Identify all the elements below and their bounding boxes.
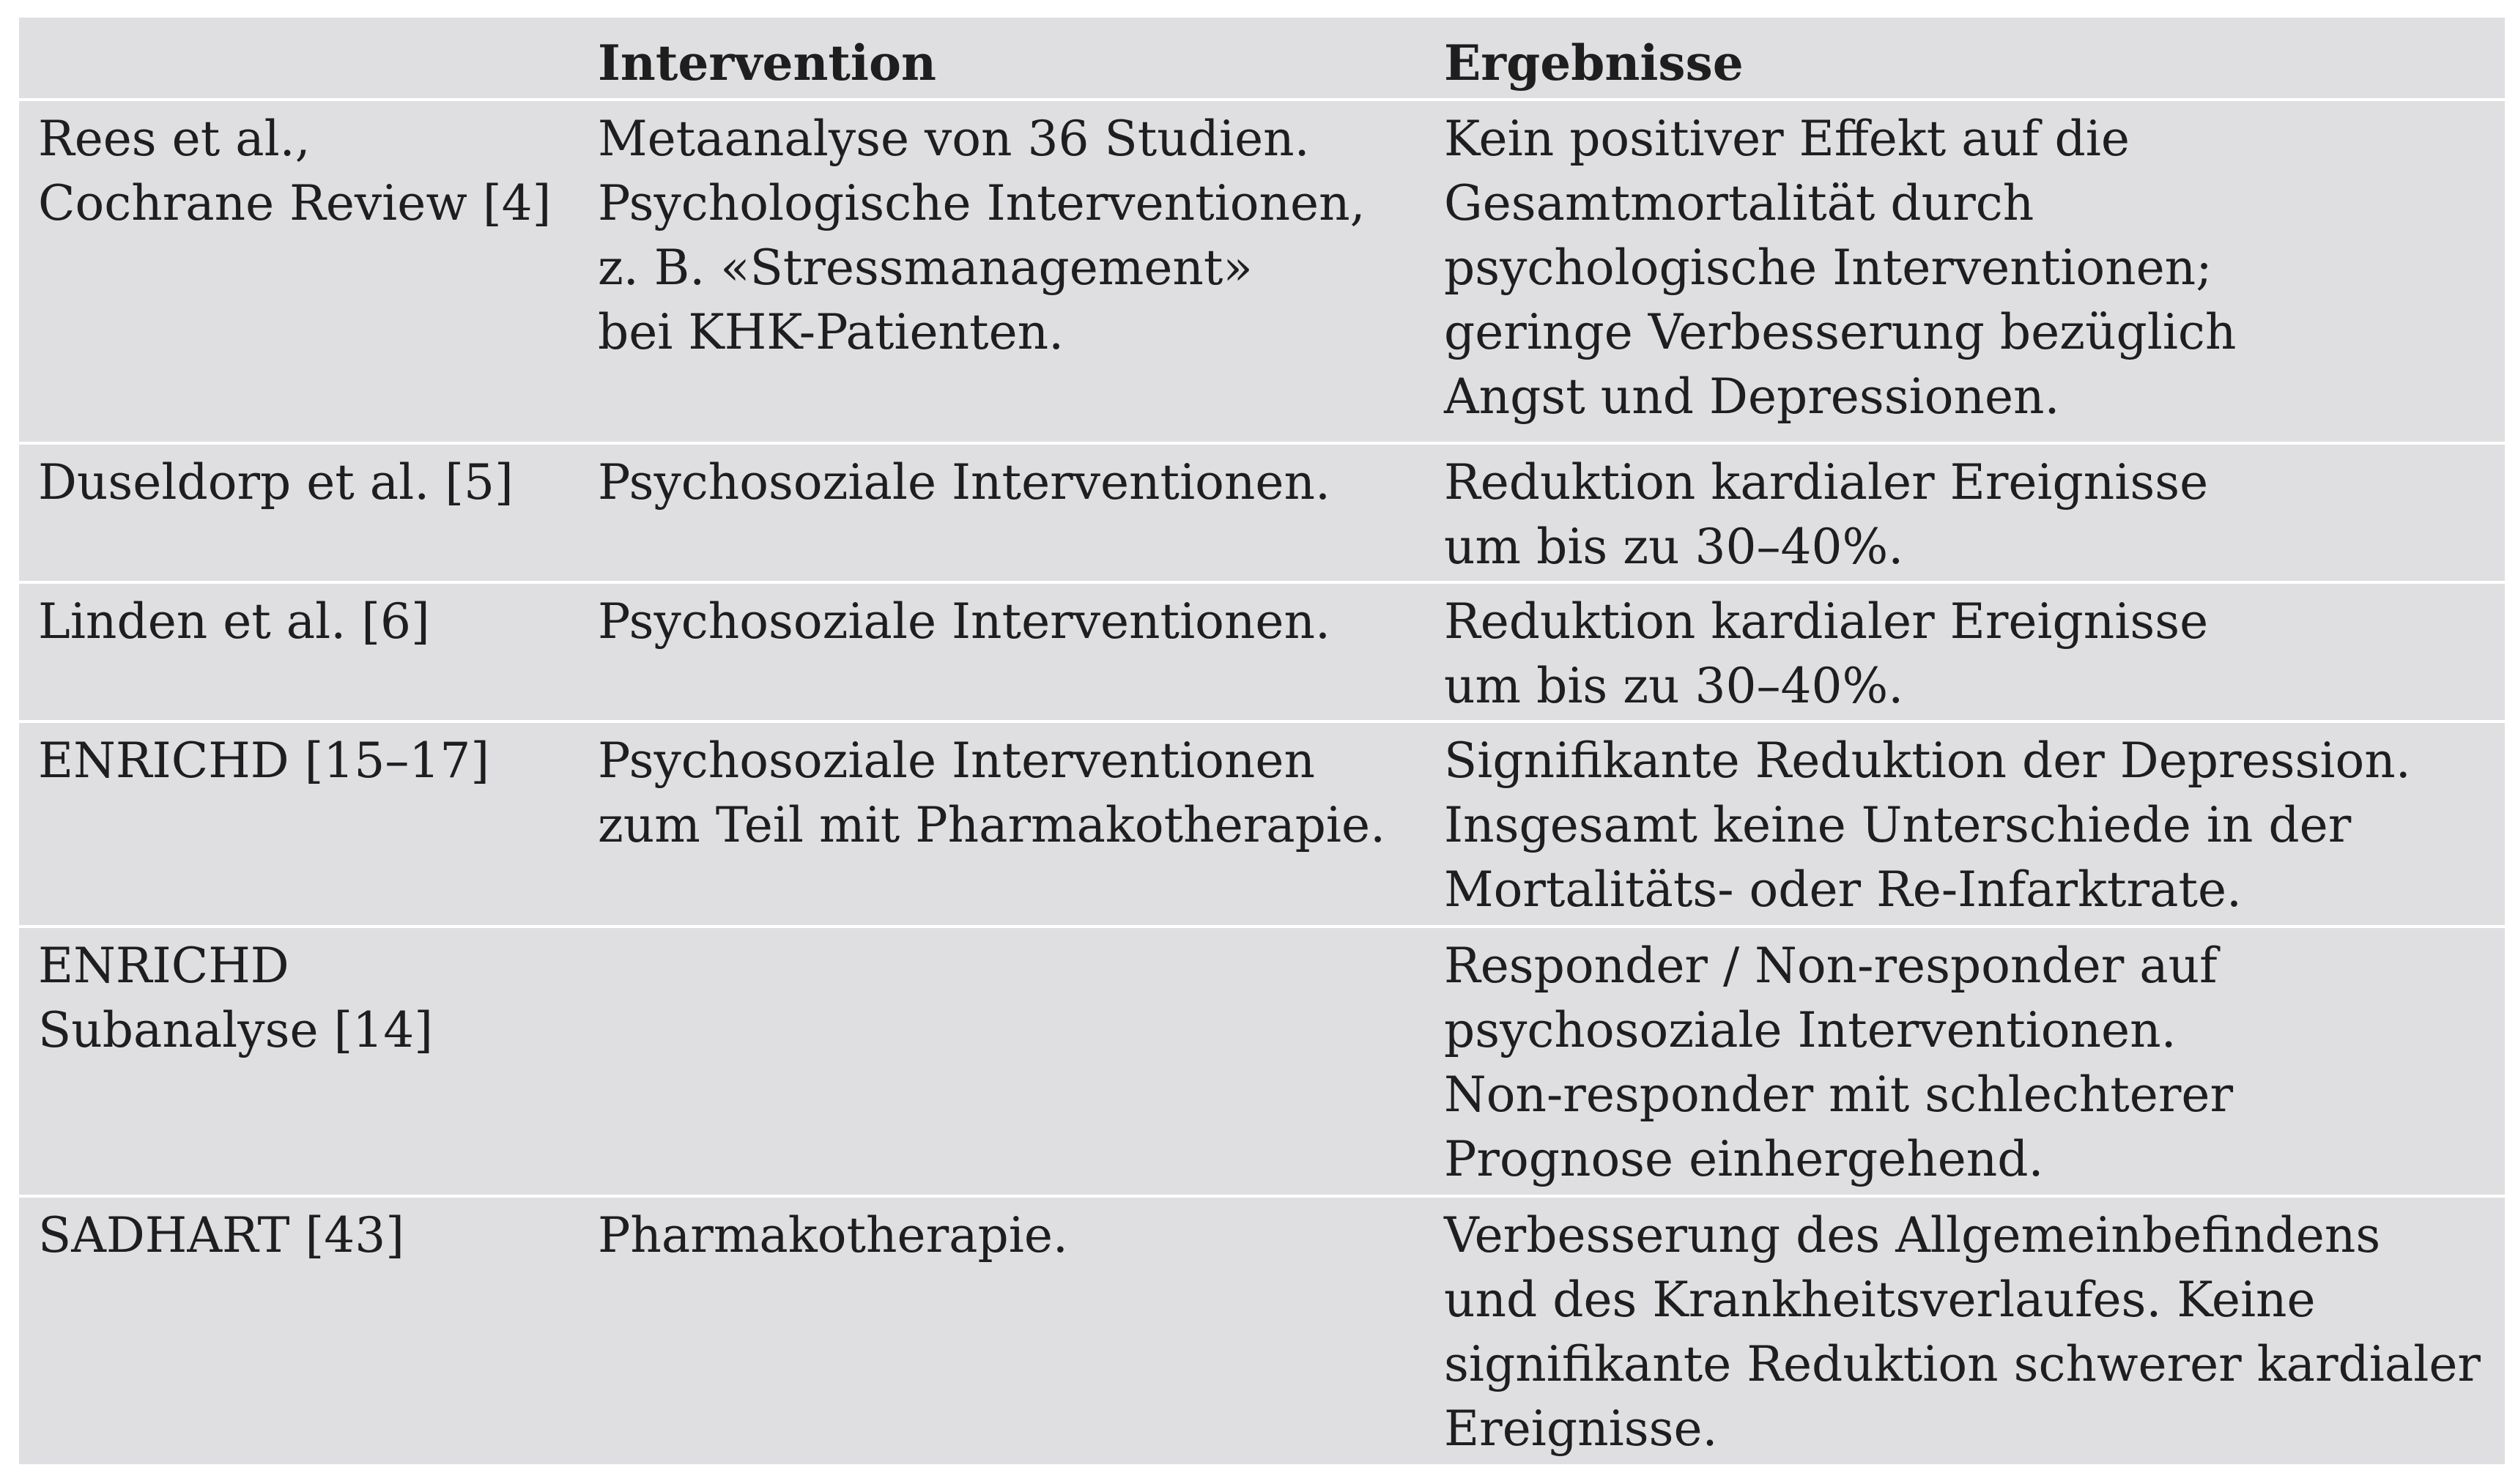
table-panel <box>19 18 2505 1466</box>
study-text: ENRICHD Subanalyse [14] <box>38 938 433 1058</box>
table-row <box>19 443 2505 582</box>
studies-table <box>19 18 2505 1467</box>
results-text: Verbesserung des Allgemeinbefindens und des Krankheitsverlaufes. Keine signifikante Reduktion schwerer kardialer Ereignisse. <box>1444 1207 2481 1457</box>
header-study <box>19 18 598 100</box>
results-cell <box>1444 100 2505 443</box>
study-text: Duseldorp et al. [5] <box>38 454 514 511</box>
header-results: Ergebnisse <box>1444 18 2505 100</box>
study-text: SADHART [43] <box>38 1207 405 1264</box>
study-text: Rees et al., Cochrane Review [4] <box>38 111 552 231</box>
intervention-text: Metaanalyse von 36 Studien. Psychologische Interventionen, z. B. «Stressmanagement» bei KHK-Patienten. <box>598 111 1366 360</box>
intervention-text: Psychosoziale Interventionen. <box>598 454 1330 511</box>
intervention-cell <box>598 721 1444 927</box>
header-intervention: Intervention <box>598 18 1444 100</box>
intervention-cell <box>598 582 1444 721</box>
table-row <box>19 1196 2505 1466</box>
table-row <box>19 721 2505 927</box>
study-cell <box>19 443 598 582</box>
study-cell <box>19 927 598 1196</box>
intervention-cell <box>598 443 1444 582</box>
intervention-text: Pharmakotherapie. <box>598 1207 1068 1264</box>
results-text: Kein positiver Effekt auf die Gesamtmortalität durch psychologische Interventionen; geringe Verbesserung bezüglich Angst und Depressionen. <box>1444 111 2237 425</box>
results-cell <box>1444 1196 2505 1466</box>
study-cell <box>19 1196 598 1466</box>
intervention-cell <box>598 1196 1444 1466</box>
intervention-cell <box>598 100 1444 443</box>
results-cell <box>1444 721 2505 927</box>
intervention-text: Psychosoziale Interventionen zum Teil mit Pharmakotherapie. <box>598 732 1386 853</box>
table-header-row <box>19 18 2505 100</box>
table-row <box>19 100 2505 443</box>
table-row <box>19 927 2505 1196</box>
study-cell <box>19 721 598 927</box>
study-cell <box>19 100 598 443</box>
intervention-text: Psychosoziale Interventionen. <box>598 593 1330 650</box>
results-cell <box>1444 443 2505 582</box>
intervention-cell <box>598 927 1444 1196</box>
study-text: Linden et al. [6] <box>38 593 430 650</box>
results-text: Responder / Non-responder auf psychosoziale Interventionen. Non-responder mit schlechterer Prognose einhergehend. <box>1444 938 2234 1187</box>
study-cell <box>19 582 598 721</box>
table-row <box>19 582 2505 721</box>
results-text: Reduktion kardialer Ereignisse um bis zu 30–40%. <box>1444 593 2209 714</box>
results-cell <box>1444 582 2505 721</box>
results-cell <box>1444 927 2505 1196</box>
study-text: ENRICHD [15–17] <box>38 732 490 789</box>
results-text: Signifikante Reduktion der Depression. Insgesamt keine Unterschiede in der Mortalitäts- oder Re-Infarktrate. <box>1444 732 2411 918</box>
results-text: Reduktion kardialer Ereignisse um bis zu 30–40%. <box>1444 454 2209 575</box>
